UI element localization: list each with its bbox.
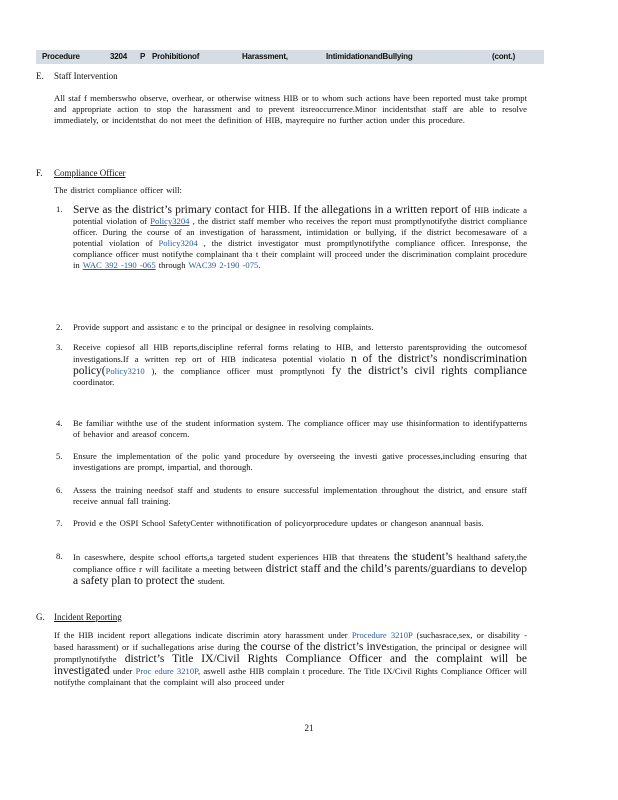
section-e-title: Staff Intervention [54,71,118,81]
compliance-item-1 [56,204,528,271]
item-1-text-a: HIB indicate a potential violation of [73,205,527,226]
item-8-number: 8. [56,551,63,561]
procedure-3210p-link[interactable]: Procedure 3210P [351,630,413,640]
item-3-big-2: fy the district’s civil rights compliance [331,365,527,377]
section-g-text-e: , aswell asthe HIB complain t procedure. The Title IX/Civil Rights Compliance Officer will notifythe complainant that the complaint will also proceed under [54,666,527,687]
header-number: 3204 [110,52,127,61]
section-g-text-a: If the HIB incident report allegations indicate discrimin atory harassment under [54,630,348,640]
item-1-text-d: through [158,260,186,270]
section-f-letter: F. [36,168,43,178]
item-1-text-b: , the district staff member who receives the report must promptlynotifythe district compliance officer. During the course of an investigation of harassment, intimidation or bullying, if the district becomesaware of a potential violation of [73,216,528,248]
item-8-text-b: healthand safety,the compliance office r will facilitate a meeting between [73,552,527,574]
compliance-item-7 [56,518,527,529]
compliance-item-8 [56,551,527,587]
item-7-number: 7. [56,518,63,528]
section-f-heading [36,168,336,180]
item-1-text-e: . [258,260,261,270]
section-g-heading [36,612,336,624]
section-f-title: Compliance Officer [54,168,126,178]
section-g-big-1: the course of the district’s inve [243,641,387,653]
item-5-text: Ensure the implementation of the polic yand procedure by overseeing the investi gative processes,including ensuring that investigations are prompt, impartial, and thorough. [73,451,527,472]
section-g-text-b: (suchasrace,sex, or disability -based harassment) or if suchallegations arise during [54,630,527,652]
item-8-big-2: district staff and the child’s parents/guardians to develop a safety plan to protect the [73,563,527,587]
policy-3210-link[interactable]: Policy3210 [105,366,145,376]
header-cont: (cont.) [492,52,516,61]
section-g-big-2: district’s Title IX/Civil Rights Compliance Officer and the complaint will be investigated [54,653,527,677]
item-6-text: Assess the training needsof staff and students to ensure successful implementation throughout the district, and ensure staff receive annual fall training. [73,485,527,506]
compliance-item-5 [56,451,527,473]
section-g-letter: G. [36,612,45,622]
header-code: P [140,52,146,61]
item-8-big-1: the student’s [393,551,453,563]
policy-3204-link-2[interactable]: Policy3204 [158,238,198,248]
wac-392-190-075-link[interactable]: WAC39 2-190 -075 [188,260,259,270]
item-3-text-b: ), the compliance officer must promptlynoti [151,366,325,376]
item-3-text-c: coordinator. [73,377,115,387]
header-title-2: Harassment, [242,52,288,61]
item-1-text-c: , the district investigator must promptlynotifythe compliance officer. Inresponse, the compliance officer must notifythe complainant tha t their complaint will proceed under the discrimination complaint procedure in [73,238,528,270]
procedure-header-bar [36,50,544,64]
section-e-letter: E. [36,71,44,81]
item-3-big-1: n of the district’s nondiscrimination policy( [73,353,527,377]
section-g-text-c: stigation, the principal or designee will promptlynotifythe [54,642,527,664]
section-e-heading [36,71,336,83]
item-8-text-a: In caseswhere, despite school efforts,a targeted student experiences HIB that threatens [73,552,390,562]
item-6-number: 6. [56,485,63,495]
section-g-title: Incident Reporting [54,612,122,622]
header-procedure: Procedure [42,52,80,61]
item-2-number: 2. [56,322,63,332]
header-title-3: IntimidationandBullying [326,52,413,61]
page-number: 21 [304,723,314,733]
section-f-intro: The district compliance officer will: [54,185,182,195]
item-4-text: Be familiar withthe use of the student information system. The compliance officer may use thisinformation to identifypatterns of behavior and areasof concern. [73,418,527,439]
item-1-lead: Serve as the district’s primary contact for HIB. If the allegations in a written report of [73,204,471,216]
section-e-text: All staf f memberswho observe, overhear, or otherwise witness HIB or to whom such actions have been reported must take prompt and appropriate action to stop the harassment and to prevent itsreoccurrence.Minor incidentsthat staff are able to resolve immediately, or incidentsthat do not meet the definition of HIB, mayrequire no further action under this procedure. [54,93,527,125]
compliance-item-3 [56,342,527,388]
procedure-3210p-link-2[interactable]: Proc edure 3210P [135,666,198,676]
compliance-item-4 [56,418,527,440]
item-2-text: Provide support and assistanc e to the principal or designee in resolving complaints. [73,322,374,332]
wac-392-190-065-link[interactable]: WAC 392 -190 -065 [82,260,156,270]
policy-3204-link[interactable]: Policy3204 [150,216,190,226]
compliance-item-2 [56,322,527,333]
item-8-text-c: student. [197,576,225,586]
item-3-text-a: Receive copiesof all HIB reports,discipline referral forms relating to HIB, and lettersto parentsproviding the outcomesof investigations.If a written rep ort of HIB indicatesa potential violatio [73,342,527,364]
compliance-item-6 [56,485,527,507]
header-title-1: Prohibitionof [152,52,200,61]
item-3-number: 3. [56,342,63,352]
item-1-number: 1. [56,204,63,214]
item-7-text: Provid e the OSPI School SafetyCenter withnotification of policyorprocedure updates or changeson anannual basis. [73,518,484,528]
section-g-text-d: under [112,666,133,676]
item-4-number: 4. [56,418,63,428]
item-5-number: 5. [56,451,63,461]
section-g-text [54,630,527,688]
